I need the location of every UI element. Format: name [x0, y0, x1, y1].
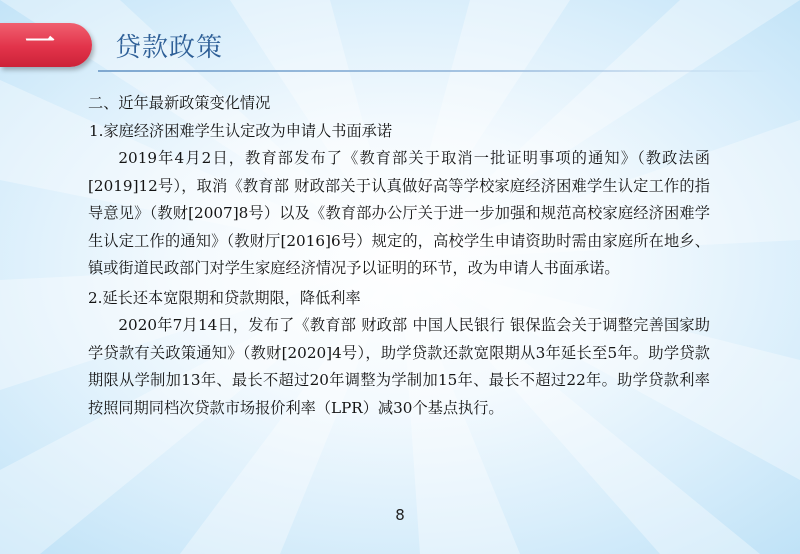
item-heading-2: 2.延长还本宽限期和贷款期限，降低利率 — [88, 288, 361, 307]
slide-header — [0, 0, 800, 80]
slide-title: 贷款政策 — [115, 33, 224, 63]
item-paragraph-1: 2019年4月2日，教育部发布了《教育部关于取消一批证明事项的通知》（教政法函[2019]12号），取消《教育部 财政部关于认真做好高等学校家庭经济困难学生认定工作的指导意见》（教财[2007]8号）以及《教育部办公厅关于进一步加强和规范高校家庭经济困难学生认定工作的通知》（教财厅[2016]6号）规定的，高校学生申请资助时需由家庭所在地乡、镇或街道民政部门对学生家庭经济情况予以证明的环节，改为申请人书面承诺。 — [88, 149, 710, 277]
section-heading: 二、近年最新政策变化情况 — [88, 94, 271, 112]
header-divider — [98, 70, 770, 72]
item-paragraph-2: 2020年7月14日，发布了《教育部 财政部 中国人民银行 银保监会关于调整完善国家助学贷款有关政策通知》（教财[2020]4号），助学贷款还款宽限期从3年延长至5年。助学贷款期限从学制加13年、最长不超过20年调整为学制加15年、最长不超过22年。助学贷款利率按照同期同档次贷款市场报价利率（LPR）减30个基点执行。 — [88, 316, 710, 417]
section-badge — [0, 23, 92, 67]
slide-content — [88, 90, 710, 422]
page-number: 8 — [395, 506, 405, 524]
item-heading-1: 1.家庭经济困难学生认定改为申请人书面承诺 — [89, 121, 393, 140]
section-badge-number: 一 — [25, 25, 55, 60]
